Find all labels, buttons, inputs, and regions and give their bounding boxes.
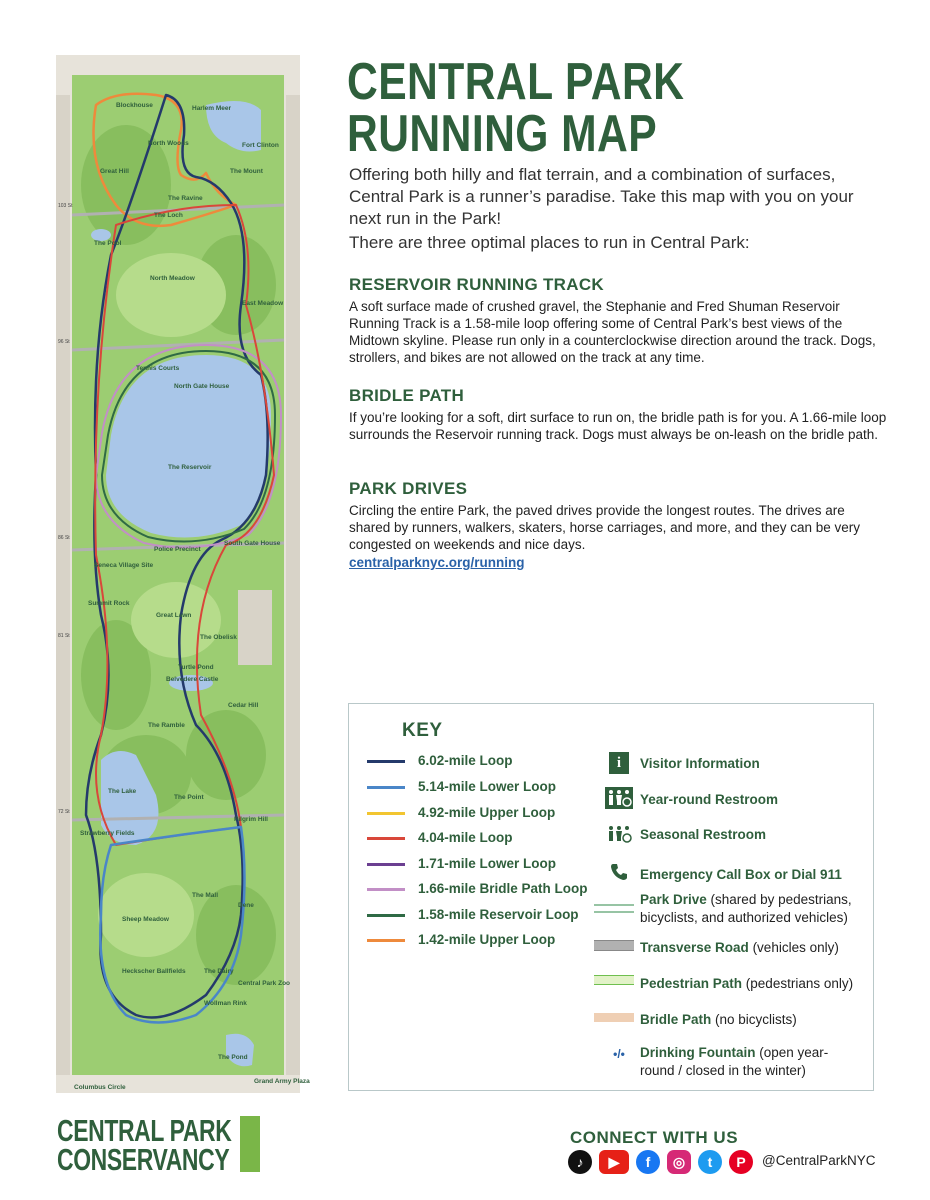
great-lawn xyxy=(131,582,221,658)
map-label: The Pool xyxy=(94,240,122,247)
map-label: South Gate House xyxy=(224,540,281,547)
phone-icon xyxy=(607,862,631,882)
map-label: Heckscher Ballfields xyxy=(122,968,186,975)
park-drive-swatch xyxy=(594,902,634,916)
transverse-road-label xyxy=(640,939,839,957)
info-icon xyxy=(607,752,631,774)
map-label: North Meadow xyxy=(150,275,195,282)
map-label: East Meadow xyxy=(242,300,284,307)
fountain-note-2: round / closed in the winter) xyxy=(640,1063,806,1078)
loop-label: 5.14-mile Lower Loop xyxy=(418,779,557,794)
map-label: Sheep Meadow xyxy=(122,916,169,923)
sheep-meadow xyxy=(98,873,194,957)
map-label: The Pond xyxy=(218,1054,248,1061)
map-label: The Loch xyxy=(154,212,183,219)
year-round-restroom-icon xyxy=(607,787,631,809)
loop-swatch xyxy=(367,812,405,815)
logo-line2: CONSERVANCY xyxy=(57,1142,230,1177)
restroom-icon xyxy=(605,787,633,809)
twitter-icon[interactable]: t xyxy=(698,1150,722,1174)
map-street-label: 96 St xyxy=(58,339,70,345)
map-label: Police Precinct xyxy=(154,546,201,553)
page-title xyxy=(347,53,685,163)
seasonal-restroom-icon xyxy=(607,823,631,845)
loop-label: 6.02-mile Loop xyxy=(418,753,513,768)
running-link[interactable]: centralparknyc.org/running xyxy=(349,555,525,570)
intro-text: Offering both hilly and flat terrain, and a combination of surfaces, Central Park is a runner’s paradise. Take this map with you on your next run in the Park! xyxy=(349,165,854,228)
map-label: Tennis Courts xyxy=(136,365,180,372)
bridle-path-note: (no bicyclists) xyxy=(711,1012,797,1027)
fountain-glyph: •/• xyxy=(613,1047,625,1061)
transverse-road-swatch xyxy=(594,940,634,951)
map-label: Columbus Circle xyxy=(74,1084,126,1091)
park-drive-name: Park Drive xyxy=(640,892,707,907)
loop-label: 4.04-mile Loop xyxy=(418,830,513,845)
loop-swatch xyxy=(367,914,405,917)
map-street-label: 103 St xyxy=(58,203,73,209)
connect-heading: CONNECT WITH US xyxy=(570,1128,739,1147)
seasonal-restroom-glyph xyxy=(605,823,633,845)
map-label: Strawberry Fields xyxy=(80,830,135,837)
visitor-info-label: Visitor Information xyxy=(640,756,760,771)
section-heading: RESERVOIR RUNNING TRACK xyxy=(349,275,604,294)
map-label: Grand Army Plaza xyxy=(254,1078,310,1085)
loop-label: 1.71-mile Lower Loop xyxy=(418,856,557,871)
loop-label: 1.58-mile Reservoir Loop xyxy=(418,907,579,922)
transverse-road-line xyxy=(594,940,634,951)
loop-label: 1.66-mile Bridle Path Loop xyxy=(418,881,588,896)
map-label: Harlem Meer xyxy=(192,105,232,112)
social-links xyxy=(568,1150,753,1174)
youtube-icon[interactable]: ▶ xyxy=(599,1150,629,1174)
bridle-path-swatch xyxy=(594,1013,634,1022)
map-label: Blockhouse xyxy=(116,102,153,109)
map-street-label: 72 St xyxy=(58,809,70,815)
tiktok-icon[interactable]: ♪ xyxy=(568,1150,592,1174)
section-body: Circling the entire Park, the paved drives provide the longest routes. The drives are shared by runners, walkers, skaters, horse carriages, and more, and they can be very congested on weekends and nice days. xyxy=(349,503,860,552)
map-label: The Mount xyxy=(230,168,263,175)
bridle-path-name: Bridle Path xyxy=(640,1012,712,1027)
map-label: The Point xyxy=(174,794,204,801)
emergency-label: Emergency Call Box or Dial 911 xyxy=(640,867,842,882)
pedestrian-path-note: (pedestrians only) xyxy=(742,976,854,991)
pedestrian-path-label xyxy=(640,975,853,993)
map-street-label: 81 St xyxy=(58,633,70,639)
map-label: The Ramble xyxy=(148,722,185,729)
central-park-map xyxy=(56,55,310,1093)
park-drive-note-2: bicyclists, and authorized vehicles) xyxy=(640,910,848,925)
map-label: The Obelisk xyxy=(200,634,237,641)
fountain-name: Drinking Fountain xyxy=(640,1045,756,1060)
park-drive-label xyxy=(640,891,852,927)
fountain-note: (open year- xyxy=(755,1045,829,1060)
map-label: Dene xyxy=(238,902,254,909)
map-label: Summit Rock xyxy=(88,600,130,607)
map-label: Seneca Village Site xyxy=(94,562,154,569)
drinking-fountain-icon xyxy=(607,1047,631,1061)
loop-swatch xyxy=(367,888,405,891)
section-heading: BRIDLE PATH xyxy=(349,386,465,405)
transverse-road-note: (vehicles only) xyxy=(748,940,839,955)
loop-swatch xyxy=(367,760,405,763)
section-heading: PARK DRIVES xyxy=(349,479,468,498)
section-body: If you’re looking for a soft, dirt surface to run on, the bridle path is for you. A 1.66-mile loop surrounds the Reservoir running track. Dogs must always be on-leash on the bridle path. xyxy=(349,410,887,442)
seasonal-restroom-label: Seasonal Restroom xyxy=(640,827,767,842)
map-label: Pilgrim Hill xyxy=(234,816,268,823)
instagram-icon[interactable]: ◎ xyxy=(667,1150,691,1174)
logo-bar xyxy=(240,1116,260,1172)
map-street-label: 86 St xyxy=(58,535,70,541)
map-label: Central Park Zoo xyxy=(238,980,291,987)
logo-text xyxy=(57,1113,232,1177)
map-label: Fort Clinton xyxy=(242,142,279,149)
pedestrian-path-name: Pedestrian Path xyxy=(640,976,743,991)
section-bridle xyxy=(349,386,889,443)
map-label: Great Lawn xyxy=(156,612,192,619)
conservancy-logo[interactable] xyxy=(57,1113,262,1177)
key-heading: KEY xyxy=(402,720,443,741)
phone-glyph xyxy=(609,862,629,882)
map-label: Cedar Hill xyxy=(228,702,259,709)
map-key xyxy=(348,703,874,1091)
transverse-road-name: Transverse Road xyxy=(640,940,749,955)
loop-swatch xyxy=(367,863,405,866)
loop-swatch xyxy=(367,786,405,789)
bridle-path-label xyxy=(640,1011,797,1029)
map-label: Belvedere Castle xyxy=(166,676,219,683)
map-label: Wollman Rink xyxy=(204,1000,247,1007)
park-drive-line xyxy=(594,902,634,916)
section-body: A soft surface made of crushed gravel, the Stephanie and Fred Shuman Reservoir Running Track is a 1.58-mile loop offering some of Central Park’s best views of the Midtown skyline. Please run only in a counterclockwise direction around the track. Dogs, strollers, and bikes are not allowed on the track at any time. xyxy=(349,299,876,365)
facebook-icon[interactable]: f xyxy=(636,1150,660,1174)
north-meadow xyxy=(116,253,226,337)
map-label: The Lake xyxy=(108,788,137,795)
bridle-path-line xyxy=(594,1013,634,1022)
info-icon-glyph: i xyxy=(609,752,629,774)
intro-text-2: There are three optimal places to run in Central Park: xyxy=(349,233,750,252)
pinterest-icon[interactable]: P xyxy=(729,1150,753,1174)
map-label: The Reservoir xyxy=(168,464,212,471)
loop-swatch xyxy=(367,939,405,942)
map-label: The Ravine xyxy=(168,195,203,202)
met-museum xyxy=(238,590,272,665)
park-drive-note: (shared by pedestrians, xyxy=(706,892,852,907)
map-label: Turtle Pond xyxy=(178,664,214,671)
drinking-fountain-label xyxy=(640,1044,828,1080)
map-label: North Gate House xyxy=(174,383,230,390)
pedestrian-path-line xyxy=(594,975,634,985)
map-label: The Dairy xyxy=(204,968,234,975)
page-title-line2: RUNNING MAP xyxy=(347,105,658,163)
year-round-restroom-label: Year-round Restroom xyxy=(640,792,779,807)
map-label: Great Hill xyxy=(100,168,129,175)
social-handle[interactable]: @CentralParkNYC xyxy=(762,1153,876,1168)
logo-line1: CENTRAL PARK xyxy=(57,1113,232,1148)
loop-label: 4.92-mile Upper Loop xyxy=(418,805,556,820)
loop-label: 1.42-mile Upper Loop xyxy=(418,932,556,947)
map-label: North Woods xyxy=(148,140,189,147)
page-title-line1: CENTRAL PARK xyxy=(347,53,685,111)
section-reservoir xyxy=(349,275,889,366)
loop-swatch xyxy=(367,837,405,840)
section-park-drives xyxy=(349,479,889,553)
pedestrian-path-swatch xyxy=(594,975,634,985)
map-label: The Mall xyxy=(192,892,219,899)
